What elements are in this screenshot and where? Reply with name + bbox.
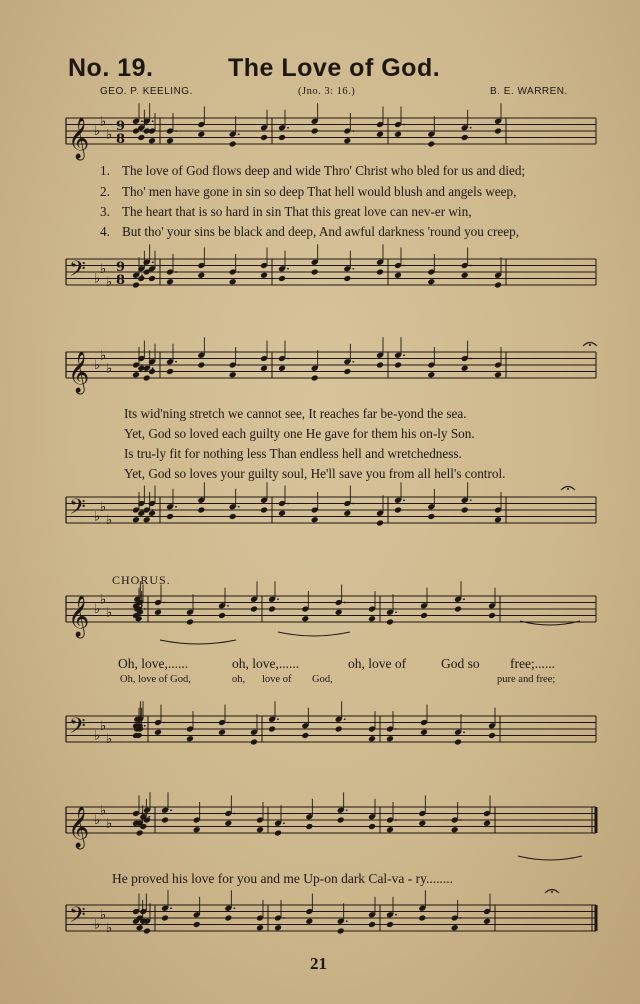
composer-credit: B. E. WARREN. — [490, 86, 568, 97]
note-head — [143, 375, 151, 382]
note-head — [427, 141, 435, 148]
treble-clef-icon: 𝄞 — [68, 596, 90, 637]
note-dot — [352, 130, 354, 132]
note-dot — [238, 364, 240, 366]
note-dot — [470, 265, 472, 267]
note-dot — [277, 718, 279, 720]
note-dot — [403, 499, 405, 501]
note-head — [305, 918, 313, 925]
note-dot — [152, 367, 154, 369]
chorus-echo-word: love of — [262, 674, 292, 685]
note-head — [394, 362, 402, 369]
note-head — [461, 272, 469, 279]
note-dot — [152, 509, 154, 511]
note-head — [268, 606, 276, 613]
note-dot — [175, 506, 177, 508]
note-head — [461, 134, 469, 141]
chorus-line-2: He proved his love for you and me Up-on dark Cal-va - ry........ — [112, 871, 454, 886]
note-head — [224, 915, 232, 922]
note-head — [137, 134, 145, 141]
note-head — [368, 823, 376, 830]
note-head — [494, 128, 502, 135]
note-dot — [233, 813, 235, 815]
note-head — [418, 820, 426, 827]
note-dot — [152, 261, 154, 263]
note-dot — [463, 731, 465, 733]
bass-clef-icon: 𝄢 — [69, 257, 86, 287]
note-head — [368, 615, 376, 622]
note-head — [335, 726, 343, 733]
note-head — [451, 924, 459, 931]
verse-3-line-2: Is tru-ly fit for nothing less Than endless hell and wretchedness. — [124, 446, 462, 461]
note-head — [337, 817, 345, 824]
note-head — [386, 826, 394, 833]
note-head — [278, 365, 286, 372]
tie-mark — [160, 640, 236, 644]
verse-3-line-1: 3. The heart that is so hard in sin That this great love can nev-er win, — [100, 204, 472, 219]
flat-icon: ♭ — [106, 731, 113, 747]
flat-icon: ♭ — [94, 124, 101, 139]
note-head — [368, 921, 376, 928]
note-dot — [463, 598, 465, 600]
note-head — [483, 918, 491, 925]
verse-4-line-2: Yet, God so loves your guilty soul, He'll save you from all hell's control. — [124, 466, 506, 481]
note-dot — [175, 271, 177, 273]
note-head — [427, 513, 435, 520]
note-head — [311, 375, 319, 382]
note-head — [386, 735, 394, 742]
note-head — [250, 606, 258, 613]
note-head — [494, 371, 502, 378]
note-dot — [403, 265, 405, 267]
note-head — [311, 128, 319, 135]
note-dot — [227, 605, 229, 607]
note-head — [376, 362, 384, 369]
chorus-word: oh, love,...... — [232, 656, 300, 671]
note-head — [197, 131, 205, 138]
flat-icon: ♭ — [100, 348, 107, 364]
note-head — [451, 826, 459, 833]
note-head — [166, 368, 174, 375]
flat-icon: ♭ — [106, 605, 113, 621]
note-head — [274, 830, 282, 837]
treble-clef-icon: 𝄞 — [68, 352, 90, 393]
lyricist-credit: GEO. P. KEELING. — [100, 86, 193, 97]
note-dot — [352, 268, 354, 270]
note-dot — [344, 602, 346, 604]
note-head — [454, 606, 462, 613]
chorus-word: free;...... — [510, 656, 555, 671]
note-dot — [238, 271, 240, 273]
note-head — [218, 729, 226, 736]
note-head — [260, 507, 268, 514]
note-dot — [395, 914, 397, 916]
note-dot — [170, 809, 172, 811]
note-head — [427, 371, 435, 378]
note-head — [268, 726, 276, 733]
note-head — [274, 924, 282, 931]
note-dot — [175, 361, 177, 363]
verse-2-line-2: Yet, God so loved each guilty one He gave for them his on-ly Son. — [124, 426, 475, 441]
flat-icon: ♭ — [106, 361, 113, 377]
note-head — [386, 921, 394, 928]
note-head — [260, 134, 268, 141]
note-head — [335, 609, 343, 616]
note-head — [420, 612, 428, 619]
note-head — [197, 362, 205, 369]
note-head — [229, 513, 237, 520]
note-head — [418, 915, 426, 922]
note-dot — [470, 499, 472, 501]
bass-clef-icon: 𝄢 — [69, 903, 86, 933]
note-head — [132, 516, 140, 523]
flat-icon: ♭ — [94, 728, 101, 744]
note-dot — [346, 920, 348, 922]
flat-icon: ♭ — [100, 499, 107, 515]
note-head — [132, 282, 140, 289]
note-head — [311, 269, 319, 276]
note-dot — [287, 358, 289, 360]
note-dot — [144, 725, 146, 727]
chorus-word: oh, love of — [348, 656, 407, 671]
note-head — [186, 735, 194, 742]
flat-icon: ♭ — [106, 512, 113, 528]
note-head — [343, 275, 351, 282]
note-dot — [238, 133, 240, 135]
note-dot — [144, 608, 146, 610]
note-dot — [460, 917, 462, 919]
note-dot — [175, 130, 177, 132]
note-head — [337, 928, 345, 935]
flat-icon: ♭ — [100, 803, 107, 819]
note-dot — [287, 127, 289, 129]
note-dot — [170, 907, 172, 909]
note-head — [394, 272, 402, 279]
note-head — [488, 732, 496, 739]
chorus-word: God so — [441, 656, 480, 671]
note-dot — [283, 822, 285, 824]
note-dot — [344, 718, 346, 720]
note-head — [343, 510, 351, 517]
note-head — [154, 729, 162, 736]
note-dot — [460, 819, 462, 821]
note-head — [148, 275, 156, 282]
note-dot — [403, 124, 405, 126]
note-head — [427, 278, 435, 285]
note-head — [250, 739, 258, 746]
fermata-dot — [589, 344, 591, 346]
note-head — [301, 732, 309, 739]
flat-icon: ♭ — [100, 907, 107, 923]
note-head — [394, 131, 402, 138]
note-head — [224, 820, 232, 827]
note-head — [229, 278, 237, 285]
note-head — [186, 619, 194, 626]
flat-icon: ♭ — [94, 917, 101, 933]
hymn-title: The Love of God. — [228, 54, 441, 82]
note-dot — [163, 722, 165, 724]
note-head — [193, 826, 201, 833]
note-head — [368, 735, 376, 742]
flat-icon: ♭ — [100, 261, 107, 277]
note-head — [143, 516, 151, 523]
note-dot — [238, 506, 240, 508]
note-head — [197, 272, 205, 279]
treble-clef-icon: 𝄞 — [68, 807, 90, 848]
time-signature-bottom: 8 — [116, 132, 126, 147]
note-head — [229, 141, 237, 148]
note-dot — [395, 819, 397, 821]
flat-icon: ♭ — [94, 602, 101, 617]
note-dot — [148, 816, 150, 818]
note-head — [278, 510, 286, 517]
note-head — [454, 739, 462, 746]
note-head — [494, 516, 502, 523]
chorus-echo-word: Oh, love of God, — [120, 674, 191, 685]
bass-clef-icon: 𝄢 — [69, 495, 86, 525]
note-head — [193, 921, 201, 928]
flat-icon: ♭ — [100, 114, 107, 130]
flat-icon: ♭ — [94, 358, 101, 373]
note-head — [376, 131, 384, 138]
flat-icon: ♭ — [106, 274, 113, 290]
note-head — [256, 826, 264, 833]
flat-icon: ♭ — [94, 271, 101, 287]
note-dot — [352, 361, 354, 363]
fermata-dot — [567, 488, 569, 490]
note-head — [256, 924, 264, 931]
note-head — [305, 823, 313, 830]
bass-clef-icon: 𝄢 — [69, 714, 86, 744]
note-head — [376, 520, 384, 527]
note-head — [420, 729, 428, 736]
note-head — [376, 269, 384, 276]
note-dot — [395, 611, 397, 613]
note-head — [136, 830, 144, 837]
note-head — [161, 915, 169, 922]
flat-icon: ♭ — [106, 127, 113, 143]
note-head — [154, 609, 162, 616]
hymn-number: No. 19. — [68, 54, 154, 82]
note-dot — [141, 274, 143, 276]
flat-icon: ♭ — [106, 816, 113, 832]
note-head — [148, 137, 156, 144]
note-dot — [141, 509, 143, 511]
time-signature-top: 9 — [116, 260, 126, 275]
note-dot — [287, 503, 289, 505]
note-dot — [277, 598, 279, 600]
note-head — [132, 371, 140, 378]
note-head — [343, 368, 351, 375]
note-dot — [395, 728, 397, 730]
note-head — [394, 507, 402, 514]
note-dot — [346, 809, 348, 811]
note-dot — [283, 917, 285, 919]
note-head — [229, 371, 237, 378]
chorus-echo-word: oh, — [232, 674, 246, 685]
flat-icon: ♭ — [106, 920, 113, 936]
fermata-dot — [551, 891, 553, 893]
chorus-word: Oh, love,...... — [118, 656, 189, 671]
note-head — [218, 612, 226, 619]
note-head — [197, 507, 205, 514]
note-head — [260, 365, 268, 372]
note-dot — [141, 120, 143, 122]
note-head — [301, 615, 309, 622]
note-dot — [227, 722, 229, 724]
note-dot — [287, 268, 289, 270]
chorus-echo-word: pure and free; — [497, 674, 556, 685]
note-dot — [233, 907, 235, 909]
note-dot — [141, 364, 143, 366]
note-head — [166, 513, 174, 520]
note-head — [483, 820, 491, 827]
page-number: 21 — [310, 954, 327, 973]
note-head — [386, 619, 394, 626]
verse-1-line-1: 1. The love of God flows deep and wide Thro' Christ who bled for us and died; — [100, 163, 526, 178]
note-head — [278, 134, 286, 141]
note-head — [461, 365, 469, 372]
note-head — [166, 137, 174, 144]
chorus-label: CHORUS. — [112, 573, 171, 587]
note-head — [311, 516, 319, 523]
note-head — [343, 137, 351, 144]
tie-mark — [278, 632, 350, 636]
note-head — [461, 507, 469, 514]
flat-icon: ♭ — [100, 592, 107, 608]
note-head — [278, 275, 286, 282]
chorus-echo-word: God, — [312, 674, 333, 685]
flat-icon: ♭ — [94, 509, 101, 525]
time-signature-top: 9 — [116, 119, 126, 134]
note-head — [161, 817, 169, 824]
treble-clef-icon: 𝄞 — [68, 118, 90, 159]
verse-2-line-1: 2. Tho' men have gone in sin so deep That hell would blush and angels weep, — [100, 184, 517, 199]
flat-icon: ♭ — [100, 718, 107, 734]
scripture-reference: (Jno. 3: 16.) — [298, 86, 356, 97]
flat-icon: ♭ — [94, 813, 101, 828]
note-head — [143, 928, 151, 935]
note-head — [494, 282, 502, 289]
note-head — [166, 278, 174, 285]
note-dot — [403, 354, 405, 356]
verse-1-line-2: Its wid'ning stretch we cannot see, It reaches far be-yond the sea. — [124, 406, 467, 421]
note-dot — [470, 127, 472, 129]
note-head — [260, 272, 268, 279]
note-dot — [152, 120, 154, 122]
note-head — [136, 924, 144, 931]
note-dot — [352, 503, 354, 505]
time-signature-bottom: 8 — [116, 273, 126, 288]
note-head — [488, 612, 496, 619]
note-dot — [470, 358, 472, 360]
note-dot — [163, 602, 165, 604]
verse-4-line-1: 4. But tho' your sins be black and deep, And awful darkness 'round you creep, — [100, 224, 519, 239]
tie-mark — [518, 856, 582, 860]
